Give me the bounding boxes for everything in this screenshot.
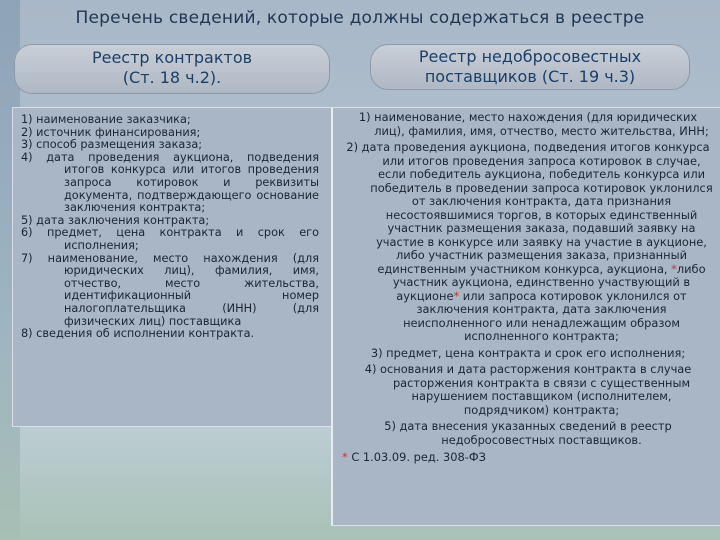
page-title: Перечень сведений, которые должны содержаться в реестре [75, 8, 645, 28]
list-item: 8) сведения об исполнении контракта. [21, 327, 255, 341]
unfair-suppliers-header [370, 44, 690, 90]
list-item: 4) основания и дата расторжения контракта в случае расторжения контракта в связи с существенным нарушением поставщиком (исполнителем, подрядчиком) контракта; [364, 362, 692, 417]
unfair-suppliers-panel [331, 107, 720, 526]
unfair-suppliers-title: Реестр недобросовестных [418, 47, 642, 66]
footnote-marker: * [342, 450, 348, 464]
unfair-suppliers-article: поставщиков (Ст. 19 ч.3) [424, 67, 636, 86]
item-text: или запроса котировок уклонился от заключения контракта, дата заключения неисполненного или ненадлежащим образом исполненного контракта; [403, 288, 687, 343]
list-item: 7) наименование, место нахождения (для юридических лиц), фамилия, имя, отчество, место жительства, идентификационный номер налогоплательщика (ИНН) (для физических лиц) поставщика [21, 251, 319, 328]
list-item: 2) источник финансирования; [21, 125, 201, 139]
list-item: 1) наименование, место нахождения (для юридических лиц), фамилия, имя, отчество, место жительства, ИНН; [358, 110, 709, 138]
list-item: 6) предмет, цена контракта и срок его исполнения; [21, 226, 319, 252]
footnote-marker: * [671, 261, 677, 276]
footnote [333, 450, 720, 464]
list-item: 3) способ размещения заказа; [21, 138, 203, 152]
contracts-registry-header [14, 44, 330, 94]
list-item: 1) наименование заказчика; [21, 113, 191, 126]
list-item [342, 141, 714, 344]
item-text: либо участник аукциона, единственно участвующий в аукционе [392, 261, 706, 303]
list-item: 3) предмет, цена контракта и срок его исполнения; [370, 345, 686, 360]
list-item: 5) дата внесения указанных сведений в реестр недобросовестных поставщиков. [384, 419, 672, 447]
contracts-registry-article: (Ст. 18 ч.2). [122, 68, 222, 87]
list-item: 5) дата заключения контракта; [21, 213, 210, 227]
footnote-marker: * [453, 288, 460, 303]
footnote-text: С 1.03.09. ред. 308-ФЗ [347, 450, 486, 464]
list-item: 4) дата проведения аукциона, подведения итогов конкурса или итогов проведения запроса котировок и реквизиты документа, подтверждающего основание заключения контракта; [21, 150, 319, 215]
contracts-registry-title: Реестр контрактов [91, 48, 253, 67]
item-text: 2) дата проведения аукциона, подведения итогов конкурса или итогов проведения запроса котировок в случае, если победитель аукциона, победитель конкурса или победитель в проведении запроса котировок уклонился от заключения контракта, дата признания несостоявшимися торгов, в которых единственный участник размещения заказа, подавший заявку на участие в конкурсе или заявку на участие в аукционе, либо участник размещения заказа, признанный единственным участником конкурса, аукциона, [346, 140, 713, 276]
contracts-registry-panel [12, 107, 332, 427]
